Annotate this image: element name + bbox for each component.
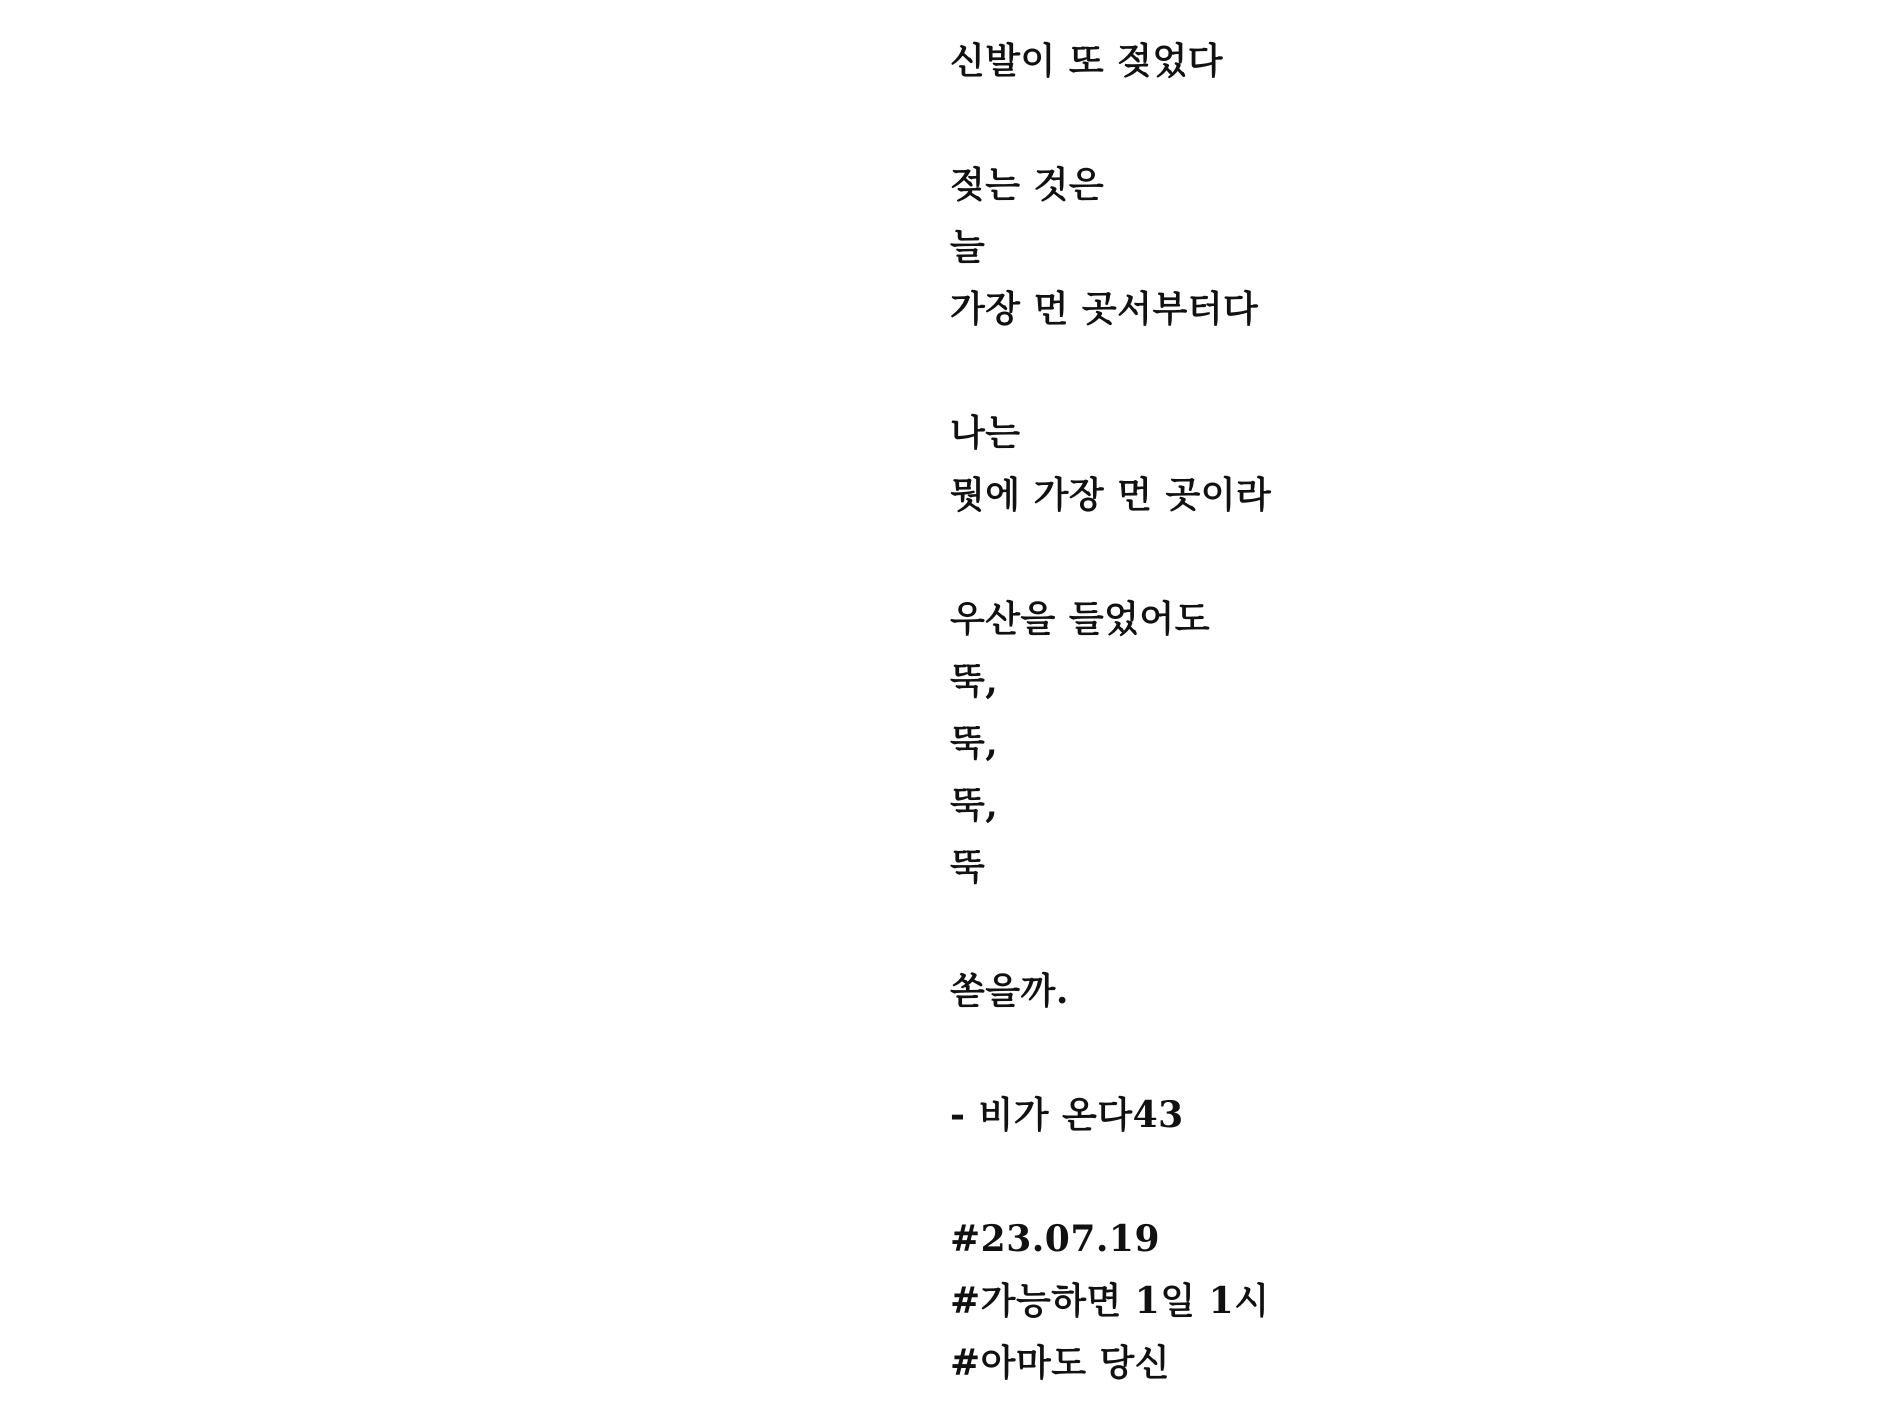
hashtag-series: #가능하면 1일 1시 (950, 1280, 1270, 1322)
stanza-break (950, 1022, 1650, 1084)
stanza-break (950, 340, 1650, 402)
poem-line: 뭣에 가장 먼 곳이라 (950, 474, 1272, 516)
stanza-break (950, 92, 1650, 154)
hashtag-date: #23.07.19 (950, 1218, 1161, 1260)
poem-line: 뚝, (950, 722, 999, 764)
stanza-break (950, 1146, 1650, 1208)
stanza-break (950, 526, 1650, 588)
poem-line: 가장 먼 곳서부터다 (950, 288, 1259, 330)
poem-line: 신발이 또 젖었다 (950, 40, 1223, 82)
stanza-break (950, 898, 1650, 960)
poem-signature: - 비가 온다43 (950, 1094, 1184, 1136)
poem-line: 늘 (950, 226, 986, 268)
poem-line: 뚝 (950, 846, 986, 888)
poem-line: 쏟을까. (950, 970, 1069, 1012)
poem-line: 젖는 것은 (950, 164, 1105, 206)
poem-line: 뚝, (950, 784, 999, 826)
hashtag-author: #아마도 당신 (950, 1342, 1171, 1384)
poem-line: 우산을 들었어도 (950, 598, 1210, 640)
poem-line: 나는 (950, 412, 1021, 454)
poem-body (950, 30, 1650, 1394)
poem-line: 뚝, (950, 660, 999, 702)
